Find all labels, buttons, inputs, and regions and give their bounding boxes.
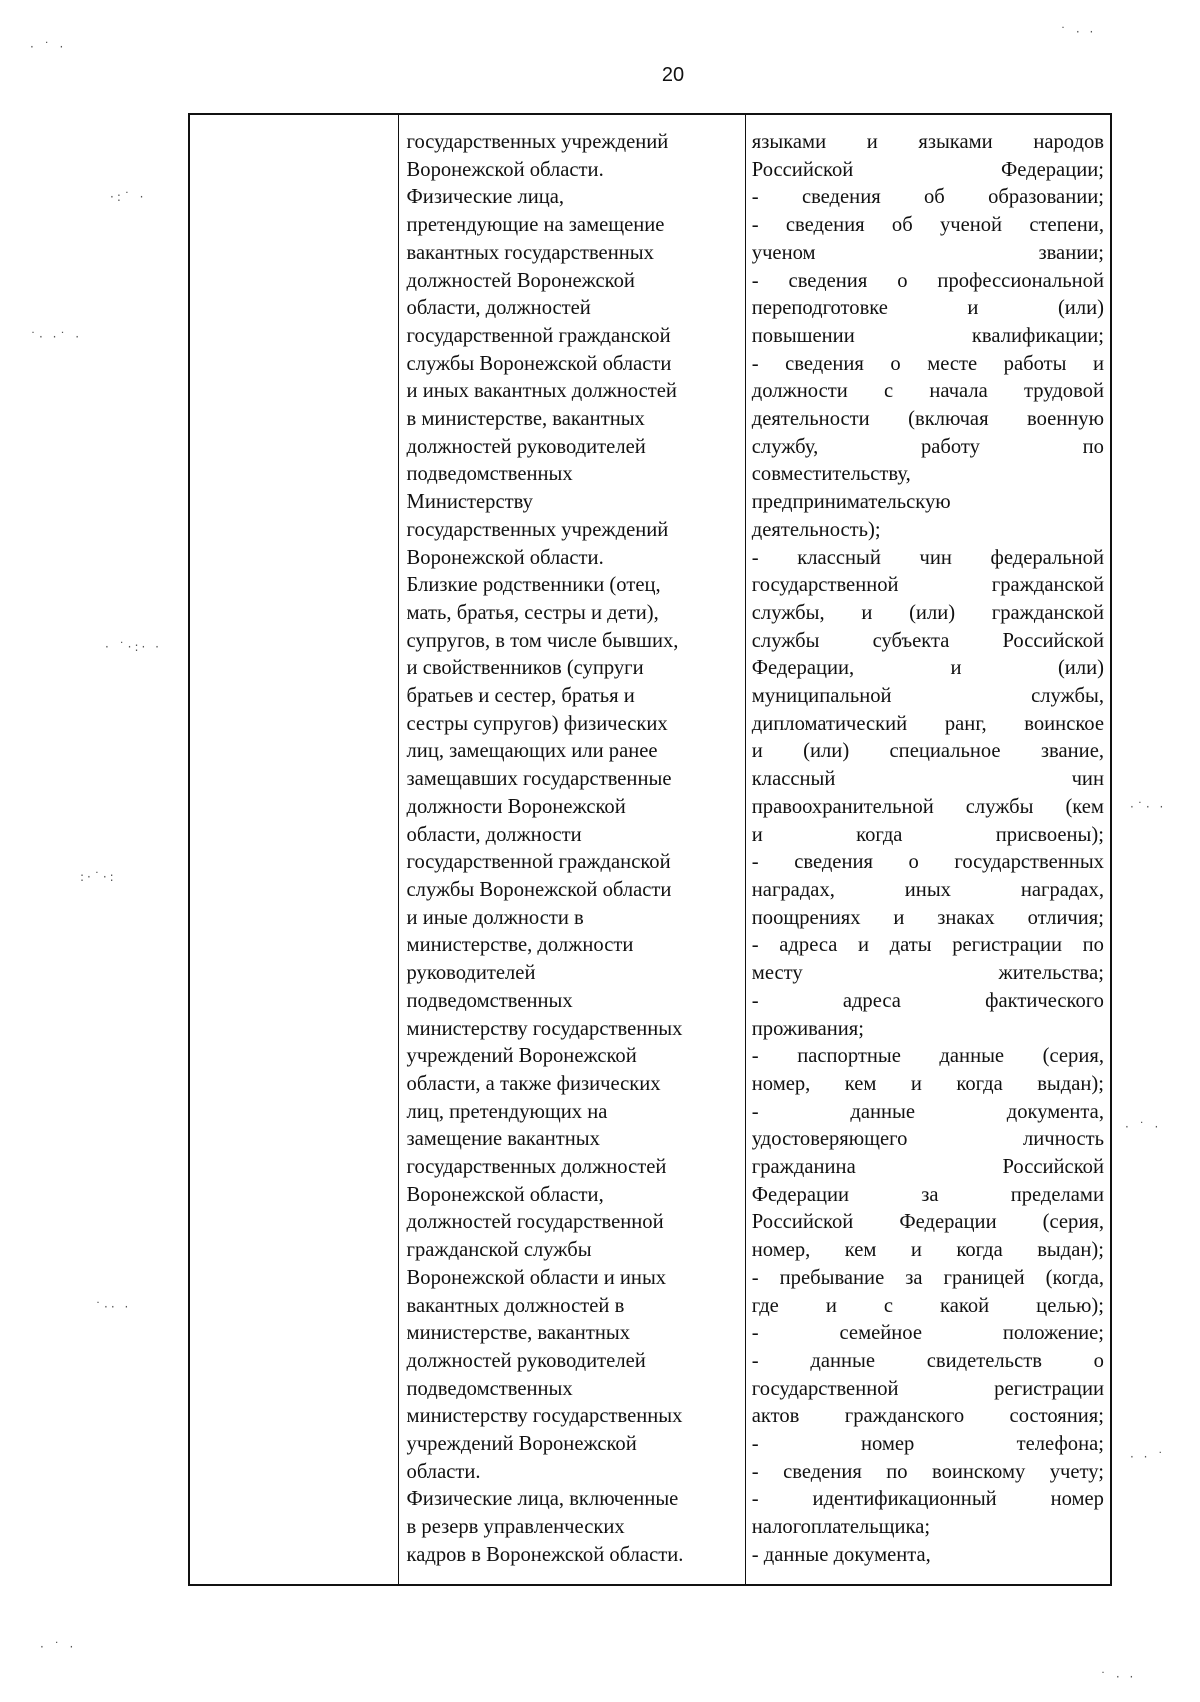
table-cell-line-subjects: в резерв управленческих	[406, 1516, 625, 1539]
table-cell-line-subjects: должности Воронежской	[406, 795, 626, 818]
table-cell-line-subjects: и свойственников (супруги	[406, 657, 644, 680]
table-cell-line-subjects: службы Воронежской области	[406, 878, 672, 901]
table-cell-line-data: службы, и (или) гражданской	[751, 601, 1104, 624]
table-cell-line-subjects: государственных учреждений	[406, 518, 669, 541]
table-cell-line-data: и когда присвоены);	[751, 823, 1104, 846]
table-cell-line-subjects: претендующие на замещение	[406, 214, 665, 237]
table-cell-line-subjects: государственной гражданской	[406, 324, 671, 347]
table-cell-line-data: - данные документа,	[751, 1543, 931, 1566]
table-cell-line-subjects: учреждений Воронежской	[406, 1045, 637, 1068]
table-cell-line-data: предпринимательскую	[751, 491, 951, 514]
table-cell-line-subjects: области, а также физических	[406, 1072, 661, 1095]
table-cell-line-data: номер, кем и когда выдан);	[751, 1072, 1104, 1095]
table-cell-line-subjects: лиц, замещающих или ранее	[406, 740, 658, 763]
table-cell-line-data: - классный чин федеральной	[751, 546, 1104, 569]
table-cell-line-data: деятельности (включая военную	[751, 408, 1104, 431]
table-cell-line-subjects: кадров в Воронежской области.	[406, 1543, 684, 1566]
table-cell-line-subjects: мать, братья, сестры и дети),	[406, 601, 659, 624]
table-cell-line-subjects: замещавших государственные	[406, 768, 672, 791]
table-cell-line-subjects: гражданской службы	[406, 1239, 592, 1262]
table-cell-line-subjects: государственных учреждений	[406, 131, 669, 153]
scan-noise: · ˙·:· ·	[105, 640, 162, 654]
table-cell-line-subjects: Воронежской области,	[406, 1183, 604, 1206]
table-cell-line-data: службы субъекта Российской	[751, 629, 1104, 652]
table-cell-line-subjects: должностей Воронежской	[406, 269, 635, 292]
table-cell-line-data: наградах, иных наградах,	[751, 878, 1104, 901]
table-cell-line-subjects: лиц, претендующих на	[406, 1100, 608, 1123]
scan-noise: ·˙· ·	[1130, 800, 1167, 814]
table-cell-line-data: правоохранительной службы (кем	[751, 795, 1104, 818]
scan-noise: ˙ · ·	[1060, 25, 1097, 39]
table-cell-line-data: муниципальной службы,	[751, 685, 1104, 708]
table-cell-line-data: переподготовке и (или)	[751, 297, 1104, 320]
table-cell-line-data: и (или) специальное звание,	[751, 740, 1104, 763]
table-cell-line-data: классный чин	[751, 768, 1104, 791]
table-cell-line-data: Федерации за пределами	[751, 1183, 1104, 1206]
table-cell-line-subjects: области.	[406, 1460, 481, 1483]
table-cell-line-subjects: вакантных государственных	[406, 241, 654, 264]
table-cell-line-subjects: подведомственных	[406, 463, 573, 486]
table-cell-line-data: проживания;	[751, 1017, 864, 1040]
table-cell-line-subjects: Воронежской области.	[406, 546, 604, 569]
table-cell-line-data: налогоплательщика;	[751, 1516, 931, 1539]
table-cell-line-data: - семейное положение;	[751, 1322, 1104, 1345]
table-cell-line-data: - сведения об ученой степени,	[751, 214, 1104, 237]
table-cell-line-data: - сведения об образовании;	[751, 186, 1104, 209]
scan-noise: · ˙ ·	[1125, 1120, 1162, 1134]
table-cell-line-data: удостоверяющего личность	[751, 1128, 1104, 1151]
table-cell-line-subjects: области, должности	[406, 823, 582, 846]
table-cell-line-data: государственной гражданской	[751, 574, 1104, 597]
table-cell-line-subjects: государственных должностей	[406, 1156, 667, 1179]
table-cell-line-data: службу, работу по	[751, 435, 1104, 458]
scan-noise: ˙· ·˙ ·	[30, 330, 83, 344]
table-cell-line-subjects: области, должностей	[406, 297, 591, 320]
table-cell-line-data: месту жительства;	[751, 962, 1104, 985]
table-cell-line-data: деятельность);	[751, 518, 881, 541]
table-cell-line-subjects: братьев и сестер, братья и	[406, 685, 635, 708]
table-column-subjects	[399, 115, 746, 1584]
table-cell-line-data: совместительству,	[751, 463, 911, 486]
table-cell-line-data: должности с начала трудовой	[751, 380, 1104, 403]
table-cell-line-subjects: Близкие родственники (отец,	[406, 574, 661, 597]
table-cell-line-data: поощрениях и знаках отличия;	[751, 906, 1104, 929]
table-cell-line-subjects: и иные должности в	[406, 906, 584, 929]
table-cell-line-data: Федерации, и (или)	[751, 657, 1104, 680]
table-cell-line-subjects: министерстве, вакантных	[406, 1322, 630, 1345]
table-cell-line-subjects: Физические лица,	[406, 186, 565, 209]
table-cell-line-data: - идентификационный номер	[751, 1488, 1104, 1511]
table-cell-line-data: государственной регистрации	[751, 1377, 1104, 1400]
table-cell-line-data: - сведения о профессиональной	[751, 269, 1104, 292]
document-table	[188, 113, 1112, 1586]
table-cell-line-subjects: подведомственных	[406, 1377, 573, 1400]
table-cell-line-subjects: руководителей	[406, 962, 536, 985]
table-cell-line-subjects: и иных вакантных должностей	[406, 380, 677, 403]
table-cell-line-data: - сведения по воинскому учету;	[751, 1460, 1104, 1483]
table-cell-line-data: актов гражданского состояния;	[751, 1405, 1104, 1428]
table-cell-line-subjects: Физические лица, включенные	[406, 1488, 679, 1511]
table-cell-line-subjects: Воронежской области.	[406, 158, 604, 181]
table-cell-line-data: - номер телефона;	[751, 1433, 1104, 1456]
table-cell-line-subjects: Министерству	[406, 491, 533, 514]
table-cell-line-data: - адреса и даты регистрации по	[751, 934, 1104, 957]
table-cell-line-data: - адреса фактического	[751, 989, 1104, 1012]
table-cell-line-subjects: учреждений Воронежской	[406, 1433, 637, 1456]
table-cell-line-subjects: государственной гражданской	[406, 851, 671, 874]
table-cell-line-data: номер, кем и когда выдан);	[751, 1239, 1104, 1262]
table-cell-line-subjects: министерству государственных	[406, 1017, 683, 1040]
table-cell-line-subjects: подведомственных	[406, 989, 573, 1012]
scan-noise: ·:˙ ·	[110, 190, 147, 204]
table-cell-line-subjects: супругов, в том числе бывших,	[406, 629, 679, 652]
table-cell-line-data: - пребывание за границей (когда,	[751, 1266, 1104, 1289]
scan-noise: · ˙ ·	[40, 1640, 77, 1654]
scan-noise: · ˙ ·	[30, 40, 67, 54]
table-cell-line-data: - сведения о государственных	[751, 851, 1104, 874]
table-column-empty	[190, 115, 399, 1584]
table-cell-line-subjects: замещение вакантных	[406, 1128, 600, 1151]
scan-noise: ˙ · ·	[1100, 1670, 1137, 1684]
table-cell-line-data: повышении квалификации;	[751, 324, 1104, 347]
table-cell-line-data: ученом звании;	[751, 241, 1104, 264]
table-cell-line-subjects: должностей руководителей	[406, 435, 646, 458]
table-cell-line-subjects: министерству государственных	[406, 1405, 683, 1428]
table-cell-line-data: - данные свидетельств о	[751, 1349, 1104, 1372]
table-cell-line-subjects: министерстве, должности	[406, 934, 634, 957]
table-cell-line-subjects: должностей государственной	[406, 1211, 664, 1234]
table-cell-line-subjects: службы Воронежской области	[406, 352, 672, 375]
table-cell-line-subjects: Воронежской области и иных	[406, 1266, 667, 1289]
scan-noise: :·˙·:	[80, 870, 117, 884]
table-cell-line-data: - сведения о месте работы и	[751, 352, 1104, 375]
page-number: 20	[661, 64, 685, 86]
table-cell-line-subjects: в министерстве, вакантных	[406, 408, 645, 431]
table-cell-line-data: Российской Федерации;	[751, 158, 1104, 181]
table-cell-line-data: гражданина Российской	[751, 1156, 1104, 1179]
table-cell-line-subjects: сестры супругов) физических	[406, 712, 668, 735]
table-cell-line-subjects: вакантных должностей в	[406, 1294, 625, 1317]
table-cell-line-data: где и с какой целью);	[751, 1294, 1104, 1317]
table-cell-line-data: дипломатический ранг, воинское	[751, 712, 1104, 735]
scan-noise: · · ˙	[1130, 1450, 1167, 1464]
table-cell-line-data: - данные документа,	[751, 1100, 1104, 1123]
table-cell-line-subjects: должностей руководителей	[406, 1349, 646, 1372]
table-cell-line-data: языками и языками народов	[751, 131, 1104, 153]
scan-noise: ˙·· ·	[95, 1300, 132, 1314]
table-cell-line-data: Российской Федерации (серия,	[751, 1211, 1104, 1234]
table-column-data-categories	[746, 115, 1110, 1584]
table-cell-line-data: - паспортные данные (серия,	[751, 1045, 1104, 1068]
